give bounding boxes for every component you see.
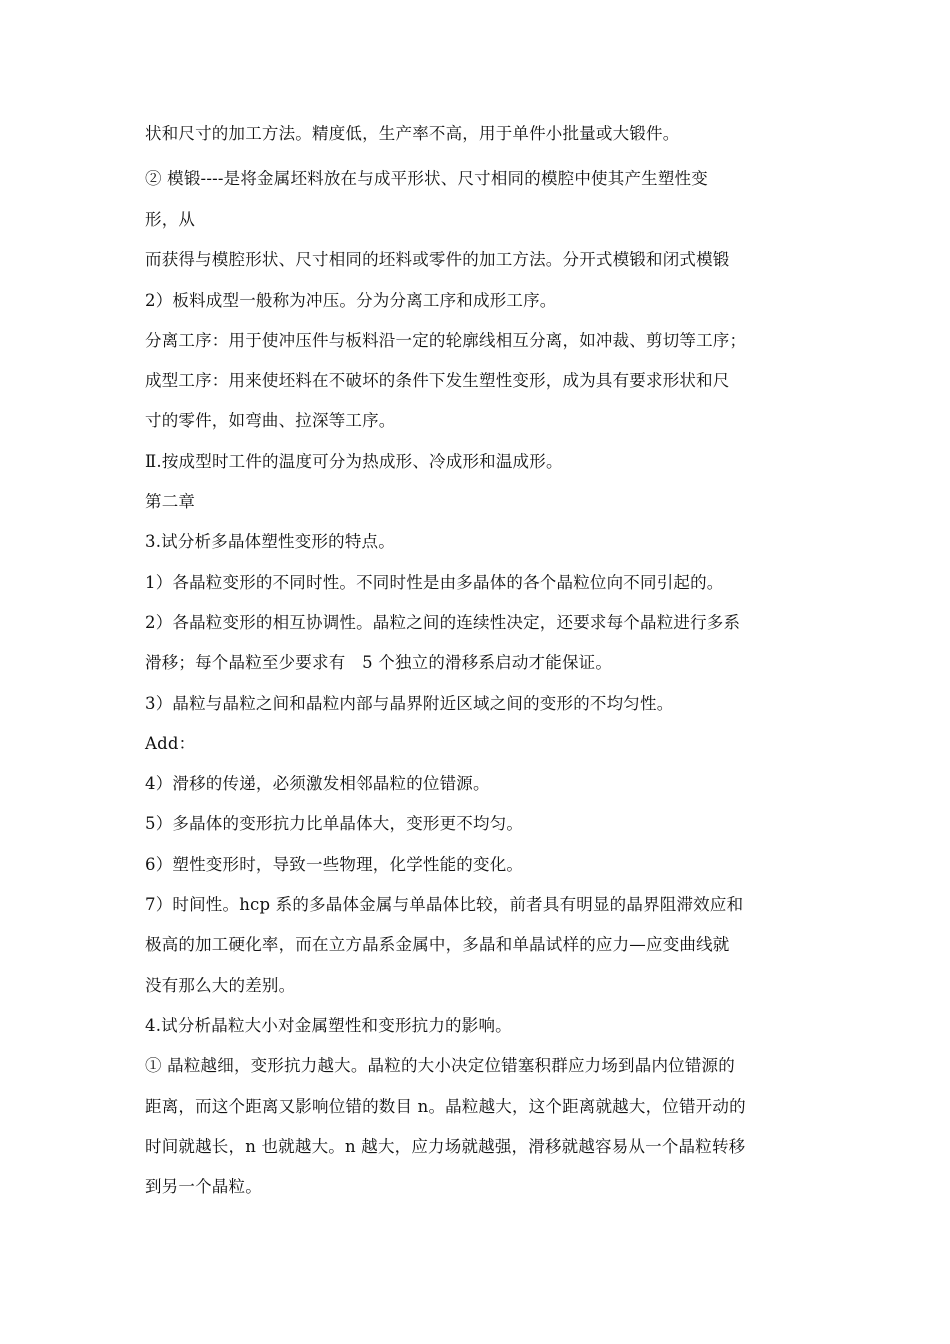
text-line: 而获得与模腔形状、尺寸相同的坯料或零件的加工方法。分开式模锻和闭式模锻: [145, 250, 730, 269]
text-line: ② 模锻----是将金属坯料放在与成平形状、尺寸相同的模腔中使其产生塑性变: [145, 169, 708, 188]
question-heading: 4.试分析晶粒大小对金属塑性和变形抗力的影响。: [145, 1016, 512, 1035]
text-line: 距离，而这个距离又影响位错的数目 n。晶粒越大，这个距离就越大，位错开动的: [145, 1097, 746, 1116]
text-line: 4）滑移的传递，必须激发相邻晶粒的位错源。: [145, 774, 490, 793]
text-line: 成型工序：用来使坯料在不破坏的条件下发生塑性变形，成为具有要求形状和尺: [145, 371, 730, 390]
text-line: 3）晶粒与晶粒之间和晶粒内部与晶界附近区域之间的变形的不均匀性。: [145, 694, 674, 713]
text-line: 5）多晶体的变形抗力比单晶体大，变形更不均匀。: [145, 814, 524, 833]
text-line: ① 晶粒越细，变形抗力越大。晶粒的大小决定位错塞积群应力场到晶内位错源的: [145, 1056, 735, 1075]
text-line: 寸的零件，如弯曲、拉深等工序。: [145, 411, 396, 430]
text-line: 没有那么大的差别。: [145, 976, 296, 995]
text-line: Add：: [145, 734, 196, 753]
text-line: 7）时间性。hcp 系的多晶体金属与单晶体比较，前者具有明显的晶界阻滞效应和: [145, 895, 744, 914]
text-line: 到另一个晶粒。: [145, 1177, 262, 1196]
text-line: 1）各晶粒变形的不同时性。不同时性是由多晶体的各个晶粒位向不同引起的。: [145, 573, 724, 592]
question-heading: 3.试分析多晶体塑性变形的特点。: [145, 532, 395, 551]
text-line: 极高的加工硬化率，而在立方晶系金属中，多晶和单晶试样的应力—应变曲线就: [145, 935, 730, 954]
text-line: 分离工序：用于使冲压件与板料沿一定的轮廓线相互分离，如冲裁、剪切等工序；: [145, 331, 747, 350]
text-line: 2）各晶粒变形的相互协调性。晶粒之间的连续性决定，还要求每个晶粒进行多系: [145, 613, 741, 632]
text-line: 6）塑性变形时，导致一些物理，化学性能的变化。: [145, 855, 524, 874]
section-heading: 第二章: [145, 492, 196, 511]
text-line: 形，从: [145, 210, 196, 229]
text-line: 2）板料成型一般称为冲压。分为分离工序和成形工序。: [145, 291, 557, 310]
text-line: 状和尺寸的加工方法。精度低，生产率不高，用于单件小批量或大锻件。: [145, 124, 680, 143]
text-line: Ⅱ.按成型时工件的温度可分为热成形、冷成形和温成形。: [145, 452, 563, 471]
text-line: 时间就越长，n 也就越大。n 越大，应力场就越强，滑移就越容易从一个晶粒转移: [145, 1137, 746, 1156]
text-line: 滑移；每个晶粒至少要求有 5 个独立的滑移系启动才能保证。: [145, 653, 613, 672]
